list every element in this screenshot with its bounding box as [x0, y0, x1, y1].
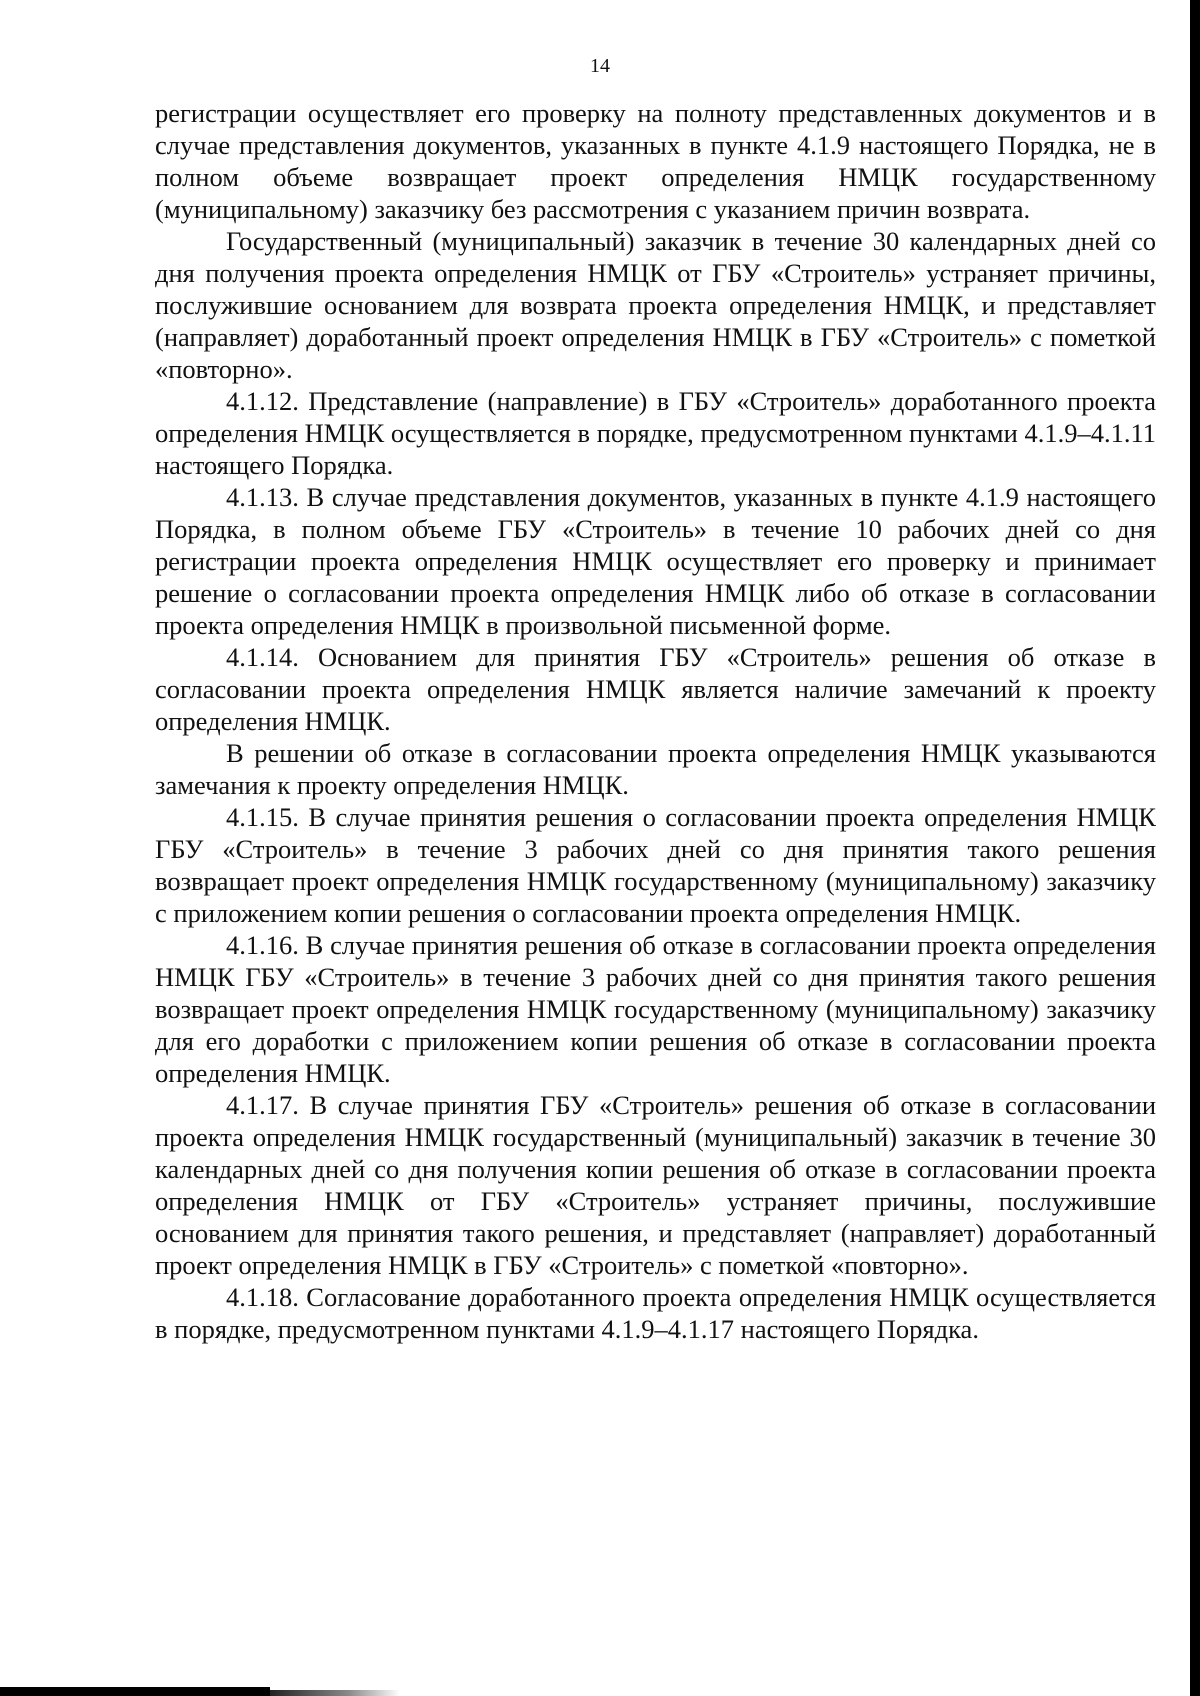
paragraph-customer-rework: Государственный (муниципальный) заказчик в течение 30 календарных дней со дня получения проекта определения НМЦК от ГБУ «Строитель» устраняет причины, послужившие основанием для возврата проекта определения НМЦК, и представляет (направляет) доработанный проект определения НМЦК в ГБУ «Строитель» с пометкой «повторно».: [155, 226, 1156, 384]
paragraph-4-1-17: 4.1.17. В случае принятия ГБУ «Строитель» решения об отказе в согласовании проекта определения НМЦК государственный (муниципальный) заказчик в течение 30 календарных дней со дня получения копии решения об отказе в согласовании проекта определения НМЦК от ГБУ «Строитель» устраняет причины, послужившие основанием для принятия такого решения, и представляет (направляет) доработанный проект определения НМЦК в ГБУ «Строитель» с пометкой «повторно».: [155, 1090, 1156, 1280]
scan-edge-bottom: [0, 1687, 270, 1696]
page-number: 14: [590, 55, 610, 77]
paragraph-4-1-18: 4.1.18. Согласование доработанного проекта определения НМЦК осуществляется в порядке, предусмотренном пунктами 4.1.9–4.1.17 настоящего Порядка.: [155, 1282, 1156, 1344]
paragraph-4-1-15: 4.1.15. В случае принятия решения о согласовании проекта определения НМЦК ГБУ «Строитель» в течение 3 рабочих дней со дня принятия такого решения возвращает проект определения НМЦК государственному (муниципальному) заказчику с приложением копии решения о согласовании проекта определения НМЦК.: [155, 802, 1156, 928]
paragraph-4-1-12: 4.1.12. Представление (направление) в ГБУ «Строитель» доработанного проекта определения НМЦК осуществляется в порядке, предусмотренном пунктами 4.1.9–4.1.11 настоящего Порядка.: [155, 386, 1156, 480]
document-body: [155, 97, 1156, 1345]
scan-edge-right: [1190, 0, 1200, 1696]
scan-edge-bottom-fade: [270, 1690, 400, 1696]
paragraph-4-1-16: 4.1.16. В случае принятия решения об отказе в согласовании проекта определения НМЦК ГБУ «Строитель» в течение 3 рабочих дней со дня принятия такого решения возвращает проект определения НМЦК государственному (муниципальному) заказчику для его доработки с приложением копии решения об отказе в согласовании проекта определения НМЦК.: [155, 930, 1156, 1088]
paragraph-4-1-14: 4.1.14. Основанием для принятия ГБУ «Строитель» решения об отказе в согласовании проекта определения НМЦК является наличие замечаний к проекту определения НМЦК.: [155, 642, 1156, 736]
paragraph-4-1-13: 4.1.13. В случае представления документов, указанных в пункте 4.1.9 настоящего Порядка, в полном объеме ГБУ «Строитель» в течение 10 рабочих дней со дня регистрации проекта определения НМЦК осуществляет его проверку и принимает решение о согласовании проекта определения НМЦК либо об отказе в согласовании проекта определения НМЦК в произвольной письменной форме.: [155, 482, 1156, 640]
paragraph-refusal-remarks: В решении об отказе в согласовании проекта определения НМЦК указываются замечания к проекту определения НМЦК.: [155, 738, 1156, 800]
paragraph-continuation: регистрации осуществляет его проверку на полноту представленных документов и в случае представления документов, указанных в пункте 4.1.9 настоящего Порядка, не в полном объеме возвращает проект определения НМЦК государственному (муниципальному) заказчику без рассмотрения с указанием причин возврата.: [155, 98, 1156, 224]
